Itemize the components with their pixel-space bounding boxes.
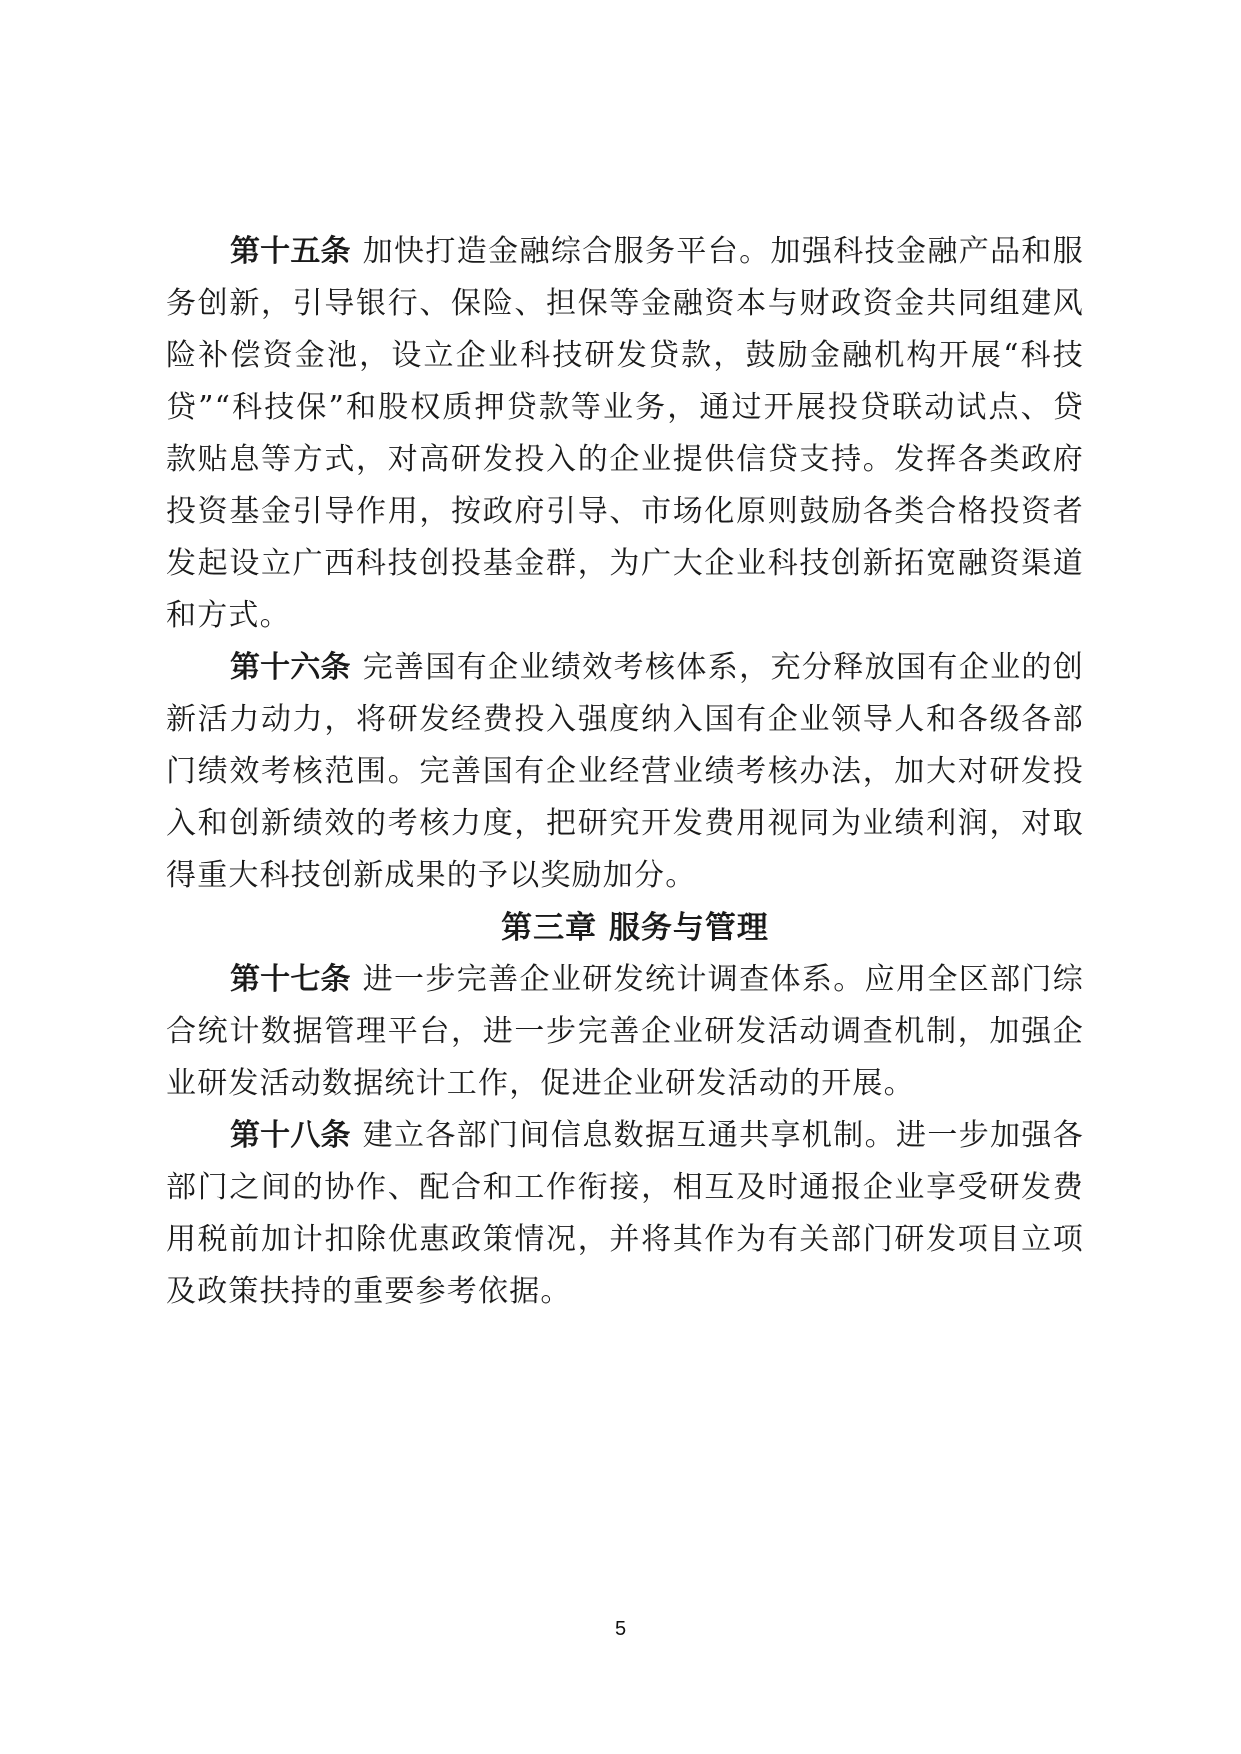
article-16-paragraph [166,642,1084,902]
document-body [166,226,1084,1318]
article-16-label: 第十六条 [230,650,351,685]
article-17-paragraph [166,954,1084,1110]
chapter-heading: 第三章 服务与管理 [501,910,769,946]
article-18-paragraph [166,1110,1084,1318]
article-16-text: 完善国有企业绩效考核体系，充分释放国有企业的创新活力动力，将研发经费投入强度纳入国有企业领导人和各级各部门绩效考核范围。完善国有企业经营业绩考核办法，加大对研发投入和创新绩效的考核力度，把研究开发费用视同为业绩利润，对取得重大科技创新成果的予以奖励加分。 [166,650,1085,893]
article-17-label: 第十七条 [230,962,351,997]
article-18-text: 建立各部门间信息数据互通共享机制。进一步加强各部门之间的协作、配合和工作衔接，相互及时通报企业享受研发费用税前加计扣除优惠政策情况，并将其作为有关部门研发项目立项及政策扶持的重要参考依据。 [166,1118,1085,1309]
article-15-text: 加快打造金融综合服务平台。加强科技金融产品和服务创新，引导银行、保险、担保等金融资本与财政资金共同组建风险补偿资金池，设立企业科技研发贷款，鼓励金融机构开展“科技贷”“科技保”和股权质押贷款等业务，通过开展投贷联动试点、贷款贴息等方式，对高研发投入的企业提供信贷支持。发挥各类政府投资基金引导作用，按政府引导、市场化原则鼓励各类合格投资者发起设立广西科技创投基金群，为广大企业科技创新拓宽融资渠道和方式。 [166,234,1085,633]
article-15-label: 第十五条 [230,234,351,269]
article-15-paragraph [166,226,1084,642]
article-17-text: 进一步完善企业研发统计调查体系。应用全区部门综合统计数据管理平台，进一步完善企业研发活动调查机制，加强企业研发活动数据统计工作，促进企业研发活动的开展。 [166,962,1085,1101]
page-number: 5 [614,1618,627,1640]
article-18-label: 第十八条 [230,1118,351,1153]
